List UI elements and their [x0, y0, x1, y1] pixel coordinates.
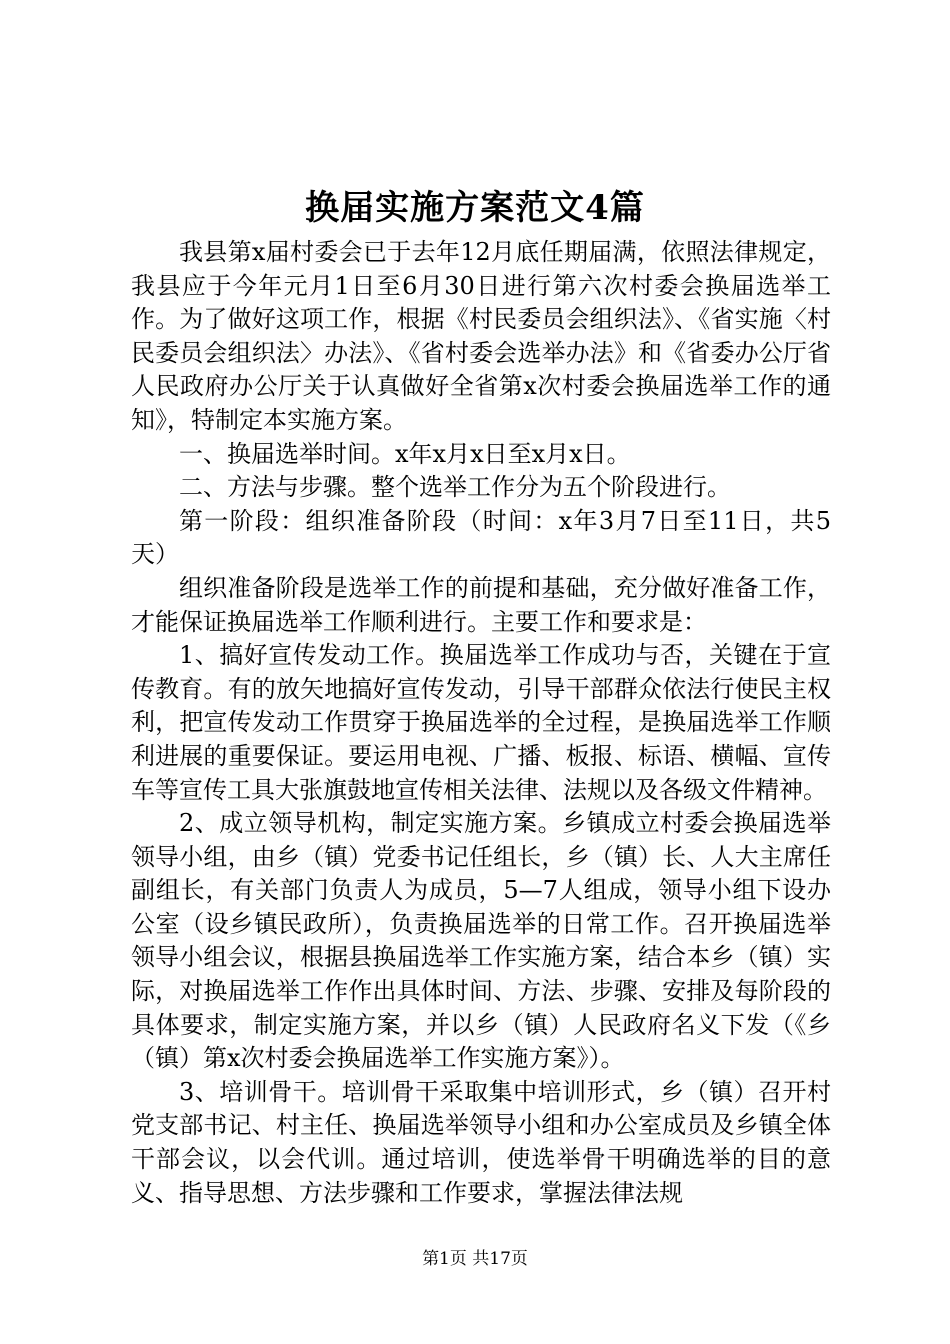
paragraph-stage-one: 第一阶段：组织准备阶段（时间：x年3月7日至11日，共5天）	[131, 506, 831, 569]
document-title: 换届实施方案范文4篇	[305, 188, 645, 228]
paragraph-methods-steps: 二、方法与步骤。整个选举工作分为五个阶段进行。	[179, 473, 731, 502]
paragraph-item-1: 1、搞好宣传发动工作。换届选举工作成功与否，关键在于宣传教育。有的放矢地搞好宣传发动，引导干部群众依法行使民主权利，把宣传发动工作贯穿于换届选举的全过程，是换届选举工作顺利进展的重要保证。要运用电视、广播、板报、标语、横幅、宣传车等宣传工具大张旗鼓地宣传相关法律、法规以及各级文件精神。	[131, 641, 831, 804]
paragraph-preparation: 组织准备阶段是选举工作的前提和基础，充分做好准备工作，才能保证换届选举工作顺利进行。主要工作和要求是：	[131, 573, 831, 636]
page-footer: 第1页 共17页	[422, 1249, 528, 1269]
paragraph-item-2: 2、成立领导机构，制定实施方案。乡镇成立村委会换届选举领导小组，由乡（镇）党委书记任组长，乡（镇）长、人大主席任副组长，有关部门负责人为成员，5—7人组成，领导小组下设办公室（设乡镇民政所），负责换届选举的日常工作。召开换届选举领导小组会议，根据县换届选举工作实施方案，结合本乡（镇）实际，对换届选举工作作出具体时间、方法、步骤、安排及每阶段的具体要求，制定实施方案，并以乡（镇）人民政府名义下发（《乡（镇）第x次村委会换届选举工作实施方案》）。	[131, 809, 831, 1073]
paragraph-election-time: 一、换届选举时间。x年x月x日至x月x日。	[179, 439, 631, 468]
document-body	[131, 236, 831, 1210]
paragraph-intro: 我县第x届村委会已于去年12月底任期届满，依照法律规定，我县应于今年元月1日至6月30日进行第六次村委会换届选举工作。为了做好这项工作，根据《村民委员会组织法》、《省实施〈村民委员会组织法〉办法》、《省村委会选举办法》和《省委办公厅省人民政府办公厅关于认真做好全省第x次村委会换届选举工作的通知》，特制定本实施方案。	[131, 238, 831, 434]
paragraph-item-3: 3、培训骨干。培训骨干采取集中培训形式，乡（镇）召开村党支部书记、村主任、换届选举领导小组和办公室成员及乡镇全体干部会议，以会代训。通过培训，使选举骨干明确选举的目的意义、指导思想、方法步骤和工作要求，掌握法律法规	[131, 1077, 831, 1207]
